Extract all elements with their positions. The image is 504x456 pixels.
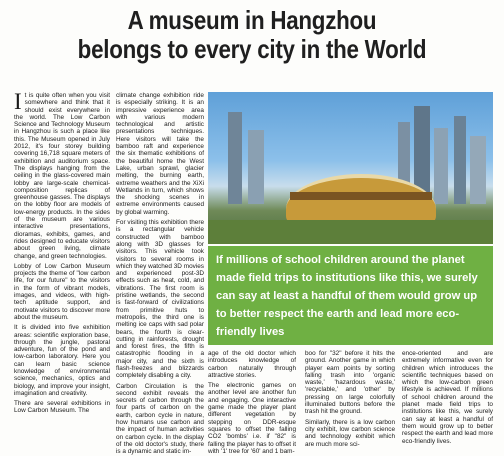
article-column-5	[402, 350, 493, 445]
article-paragraph: The electronic games on another level are another fun and engaging. One interactive game made the player plant different vegetation by stepping on DDR-esque squares to offset the falling CO2 'bombs' i.e. if "82" is falling the player has to offset it with '1' tree for '60' and 1 bam-	[208, 382, 296, 455]
article-paragraph: For visiting this exhibition there is a rectangular vehicle constructed with bamboo along with 3D glasses for visitors. This vehicle took visitors to several rooms in which they watched 3D movies and experienced post-3D effects such as heat, cold, and vibrations. The first room is pristine wetlands, the second is fast-forward of civilizations from primitive huts to metropolis, the third one is melting ice caps with sad polar bears, the fourth is clear-cutting in rainforests, drought and forest fires, the fifth is catastrophic flooding in a major city, and the sixth is flash-freezes and blizzards completely disabling a city.	[116, 219, 204, 380]
museum-photo	[208, 92, 493, 244]
article-paragraph: Similarly, there is a low carbon city exhibit, low carbon science and technology exhibit which are much more sci-	[305, 418, 395, 448]
article-column-3	[208, 350, 296, 455]
drop-cap: I	[14, 89, 22, 114]
article-paragraph: age of the old doctor which introduces knowledge of carbon naturally through attractive stories.	[208, 350, 296, 379]
article-paragraph: There are several exhibitions in Low Carbon Museum. The	[14, 400, 110, 415]
article-column-2	[116, 92, 204, 456]
pull-quote-box	[208, 246, 493, 345]
article-paragraph: It is quite often when you visit somewhere and think that it should exist everywhere in the world. The Low Carbon Science and Technology Museum in Hangzhou is such a place like this. The Museum opened in July 2012, it's four storey building covering 16,718 square meters of exhibition and auditorium space. The displays hanging from the ceiling in the glass-covered main lobby are large-scale chemical-composition replicas of greenhouse gasses. The displays on the lobby floor are models of low-energy products. In the sides of the museum are various interactive presentations, dioramas, exhibits, games, and rides designed to educate visitors about green living, climate change, and green technologies.	[14, 89, 110, 260]
headline-line-2: belongs to every city in the World	[77, 34, 427, 64]
article-paragraph: Carbon Circulation is the second exhibit reveals the secrets of carbon through the four parts of carbon on the earth, carbon cycle in nature, how humans use carbon and the impact of human activities on carbon cycle. In the display of the old doctor's study, there is a dynamic and static im-	[116, 382, 204, 456]
article-paragraph: ence-oriented and are extremely informative even for children which introduces the scientific techniques based on which the low-carbon green lifestyle is achieved. If millions of school children around the planet made field trips to institutions like this, we surely can say at least a handful of them would grow up to better respect the earth and lead more eco-friendly lives.	[402, 350, 493, 445]
article-paragraph: It is divided into five exhibition areas: scientific exploration base, through the jungle, pastoral adventure, fun of the pond and low-carbon laboratory. Here you can learn basic science knowledge of environmental science, mechanics, optics and biology, and improve your insight, imagination and creativity.	[14, 324, 110, 397]
pull-quote-text: If millions of school children around the planet made field trips to institutions like this, we surely can say at least a handful of them would grow up to better respect the earth and lead more eco-friendly lives	[216, 254, 478, 338]
article-paragraph: climate change exhibition ride is especially striking. It is an impressive experience area with various modern technological and artistic presentations techniques. Here visitors will take the bamboo raft and experience the six thematic exhibitions of the beautiful home the West Lake, urban sprawl, glacier melting, the burning earth, extreme weathers and the XiXi Wetlands in turn, which shows the shocking scenes in extreme environments caused by global warming.	[116, 92, 204, 216]
article-paragraph: Lobby of Low Carbon Museum projects the theme of "low carbon life, for our future" to the visitors in the form of vibrant models, images, and videos, with high-tech aptitude support, and motivate visitors to discover more about the museum.	[14, 262, 110, 321]
article-column-1	[14, 89, 110, 440]
article-column-4	[305, 350, 395, 448]
headline-line-1: A museum in Hangzhou	[127, 5, 377, 35]
headline	[35, 6, 468, 64]
article-paragraph: boo for "32" before it hits the ground. Another game in which player earn points by sorting falling trash into 'organic waste,' 'hazardous waste,' 'recyclable,' and 'other' by pressing on large colorfully illuminated buttons before the trash hit the ground.	[305, 350, 395, 416]
